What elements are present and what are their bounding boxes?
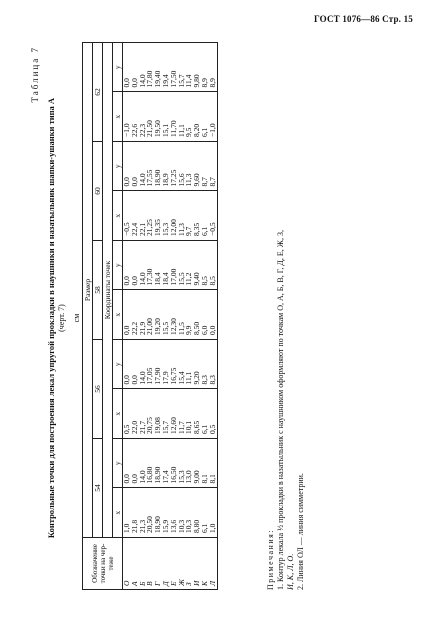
coordinate-cell: 9,80 (193, 43, 201, 93)
coordinate-cell: 22,3 (139, 92, 147, 142)
coordinate-cell: 19,40 (154, 43, 162, 93)
coordinate-cell: 11,4 (185, 43, 193, 93)
coordinate-cell: 17,00 (170, 241, 178, 291)
note-2: 2. Линия ОЛ — линия симметрии. (296, 473, 305, 590)
col-y: y (113, 439, 123, 489)
point-label: В (146, 538, 154, 590)
col-x: x (113, 488, 123, 538)
coordinate-cell: 14,0 (139, 142, 147, 192)
coordinate-cell: 10,3 (185, 488, 193, 538)
coordinate-cell: 11,3 (185, 142, 193, 192)
coordinate-cell: 8,7 (201, 142, 209, 192)
coordinate-cell: 21,8 (131, 488, 139, 538)
coordinate-cell: 17,80 (146, 43, 154, 93)
coordinate-cell: 19,35 (154, 191, 162, 241)
table-label: Таблица 7 (30, 46, 40, 103)
col-x: x (113, 92, 123, 142)
coordinate-cell: 15,7 (162, 389, 170, 439)
coordinate-cell: 6,0 (201, 290, 209, 340)
coordinate-cell: 21,50 (146, 92, 154, 142)
coordinate-cell: −0,5 (123, 191, 131, 241)
coordinate-cell: 8,65 (193, 389, 201, 439)
table-row (193, 43, 201, 590)
coordinate-cell: 11,7 (178, 389, 186, 439)
point-label: Б (139, 538, 147, 590)
coordinate-cell: 21,7 (139, 389, 147, 439)
coordinate-cell: 1,0 (209, 488, 217, 538)
col-y: y (113, 241, 123, 291)
coordinate-cell: 0,0 (131, 142, 139, 192)
coordinate-cell: 9,5 (185, 92, 193, 142)
coordinate-cell: 10,3 (178, 488, 186, 538)
coordinate-cell: 21,25 (146, 191, 154, 241)
coordinate-cell: 0,5 (209, 389, 217, 439)
coordinate-cell: 14,0 (139, 340, 147, 390)
coordinate-cell: 16,75 (170, 340, 178, 390)
notes-heading: Примечания: (266, 528, 275, 590)
coordinate-cell: 18,90 (154, 439, 162, 489)
coordinate-cell: 0,0 (123, 290, 131, 340)
coordinate-cell: 11,70 (170, 92, 178, 142)
coordinate-cell: 9,40 (193, 241, 201, 291)
coordinate-cell: 8,20 (193, 92, 201, 142)
coordinate-cell: 0,0 (123, 43, 131, 93)
coordinate-cell: 22,6 (131, 92, 139, 142)
coordinate-cell: 14,0 (139, 241, 147, 291)
point-label: З (185, 538, 193, 590)
coordinate-cell: 17,05 (146, 340, 154, 390)
table-row (209, 43, 217, 590)
coordinate-cell: −0,5 (209, 191, 217, 241)
coordinate-cell: 6,1 (201, 389, 209, 439)
coordinate-cell: 12,60 (170, 389, 178, 439)
coords-header: Координаты точек (103, 43, 113, 538)
coordinate-cell: 17,55 (146, 142, 154, 192)
coordinate-cell: 17,30 (146, 241, 154, 291)
coordinate-cell: 9,60 (193, 142, 201, 192)
coordinate-cell: 0,0 (209, 290, 217, 340)
size-header: Размер (83, 43, 93, 538)
coordinate-cell: 18,9 (162, 142, 170, 192)
coordinate-cell: 21,3 (139, 488, 147, 538)
coordinate-cell: 19,20 (154, 290, 162, 340)
coordinate-cell: 0,0 (131, 340, 139, 390)
coordinate-cell: 16,80 (146, 439, 154, 489)
coordinate-cell: 0,0 (123, 439, 131, 489)
col-y: y (113, 142, 123, 192)
table-subtitle: (черт. 7) (57, 304, 66, 332)
table-row (178, 43, 186, 590)
coordinate-cell: 15,5 (162, 290, 170, 340)
size-58: 58 (93, 241, 103, 340)
size-60: 60 (93, 142, 103, 241)
rotated-table-page (24, 38, 389, 598)
coordinate-cell: 0,0 (131, 43, 139, 93)
col-y: y (113, 340, 123, 390)
coordinate-cell: 20,50 (146, 488, 154, 538)
coordinate-cell: 21,9 (139, 290, 147, 340)
coordinate-cell: 0,5 (123, 389, 131, 439)
coordinate-cell: 18,90 (154, 488, 162, 538)
coordinate-cell: 11,5 (178, 290, 186, 340)
coordinate-cell: 8,50 (193, 290, 201, 340)
coordinate-cell: 0,0 (123, 340, 131, 390)
coordinate-cell: 8,5 (209, 241, 217, 291)
coordinate-cell: 6,1 (201, 488, 209, 538)
coordinate-cell: 9,9 (185, 290, 193, 340)
coordinate-cell: 22,1 (139, 191, 147, 241)
coordinate-cell: 12,30 (170, 290, 178, 340)
coordinate-cell: 12,00 (170, 191, 178, 241)
coordinate-cell: 8,1 (201, 439, 209, 489)
coordinate-cell: 8,35 (193, 191, 201, 241)
coordinate-cell: 13,6 (170, 488, 178, 538)
coordinate-cell: 0,0 (131, 439, 139, 489)
coordinate-cell: 0,0 (123, 142, 131, 192)
coordinate-cell: 8,3 (209, 340, 217, 390)
coordinate-cell: 11,1 (178, 92, 186, 142)
coordinate-cell: 1,0 (123, 488, 131, 538)
coordinate-cell: 15,9 (162, 488, 170, 538)
coordinate-cell: 11,2 (185, 241, 193, 291)
coordinate-cell: 21,00 (146, 290, 154, 340)
table-title: Контрольные точки для построения лекал упругой прокладки в наушники и назатыльник шапки-ушанки типа А (46, 97, 56, 539)
coordinate-cell: 6,1 (201, 92, 209, 142)
coordinate-cell: 18,90 (154, 142, 162, 192)
coordinate-cell: 9,00 (193, 439, 201, 489)
coordinate-cell: 13,0 (185, 439, 193, 489)
point-label: Ж (178, 538, 186, 590)
coordinate-cell: 19,4 (162, 43, 170, 93)
coordinate-cell: 10,1 (185, 389, 193, 439)
coordinate-cell: 14,0 (139, 43, 147, 93)
coordinate-cell: 14,0 (139, 439, 147, 489)
col-x: x (113, 389, 123, 439)
coordinate-cell: 11,3 (178, 191, 186, 241)
coordinate-cell: −1,0 (209, 92, 217, 142)
note-1-continuation: И, К, Л, О. (286, 553, 295, 590)
coordinate-cell: −1,0 (123, 92, 131, 142)
size-54: 54 (93, 439, 103, 538)
coordinate-cell: 16,50 (170, 439, 178, 489)
coordinate-cell: 9,7 (185, 191, 193, 241)
coordinate-cell: 15,6 (178, 142, 186, 192)
coordinate-cell: 20,75 (146, 389, 154, 439)
coordinate-cell: 19,08 (154, 389, 162, 439)
coordinate-cell: 17,25 (170, 142, 178, 192)
notes (266, 42, 306, 590)
coordinate-cell: 15,3 (162, 191, 170, 241)
coordinate-cell: 17,50 (170, 43, 178, 93)
coordinate-cell: 18,4 (162, 241, 170, 291)
coordinate-cell: 15,4 (178, 340, 186, 390)
coordinate-cell: 17,90 (154, 340, 162, 390)
coordinate-cell: 19,50 (154, 92, 162, 142)
coordinate-cell: 15,5 (178, 241, 186, 291)
point-label: Д (162, 538, 170, 590)
coordinate-cell: 15,3 (178, 439, 186, 489)
control-points-table (82, 42, 218, 590)
point-label: И (193, 538, 201, 590)
coordinate-cell: 8,7 (209, 142, 217, 192)
col-x: x (113, 191, 123, 241)
point-label: О (123, 538, 131, 590)
coordinate-cell: 22,4 (131, 191, 139, 241)
coordinate-cell: 22,2 (131, 290, 139, 340)
note-1: 1. Контур лекала ½ прокладки в назатыльник с наушником оформляют по точкам О, А, Б, В, Г, Д, Е, Ж, З, (276, 230, 285, 590)
coordinate-cell: 8,1 (209, 439, 217, 489)
coordinate-cell: 15,1 (162, 92, 170, 142)
size-56: 56 (93, 340, 103, 439)
point-label: К (201, 538, 209, 590)
coordinate-cell: 15,7 (178, 43, 186, 93)
coordinate-cell: 9,20 (193, 340, 201, 390)
coordinate-cell: 8,80 (193, 488, 201, 538)
point-label: Г (154, 538, 162, 590)
coordinate-cell: 11,1 (185, 340, 193, 390)
table-unit: см (72, 313, 81, 323)
coordinate-cell: 17,9 (162, 340, 170, 390)
coordinate-cell: 0,0 (123, 241, 131, 291)
page-header: ГОСТ 1076—86 Стр. 15 (313, 14, 413, 24)
coordinate-cell: 0,0 (131, 241, 139, 291)
coordinate-cell: 6,1 (201, 191, 209, 241)
col-x: x (113, 290, 123, 340)
col-y: y (113, 43, 123, 93)
point-label: Е (170, 538, 178, 590)
point-label: А (131, 538, 139, 590)
coordinate-cell: 22,0 (131, 389, 139, 439)
coordinate-cell: 8,9 (209, 43, 217, 93)
designation-header: Обозначение точки на чер-теже (83, 538, 123, 590)
coordinate-cell: 8,9 (201, 43, 209, 93)
size-62: 62 (93, 43, 103, 142)
coordinate-cell: 17,4 (162, 439, 170, 489)
coordinate-cell: 8,3 (201, 340, 209, 390)
coordinate-cell: 8,5 (201, 241, 209, 291)
coordinate-cell: 18,4 (154, 241, 162, 291)
point-label: Л (209, 538, 217, 590)
